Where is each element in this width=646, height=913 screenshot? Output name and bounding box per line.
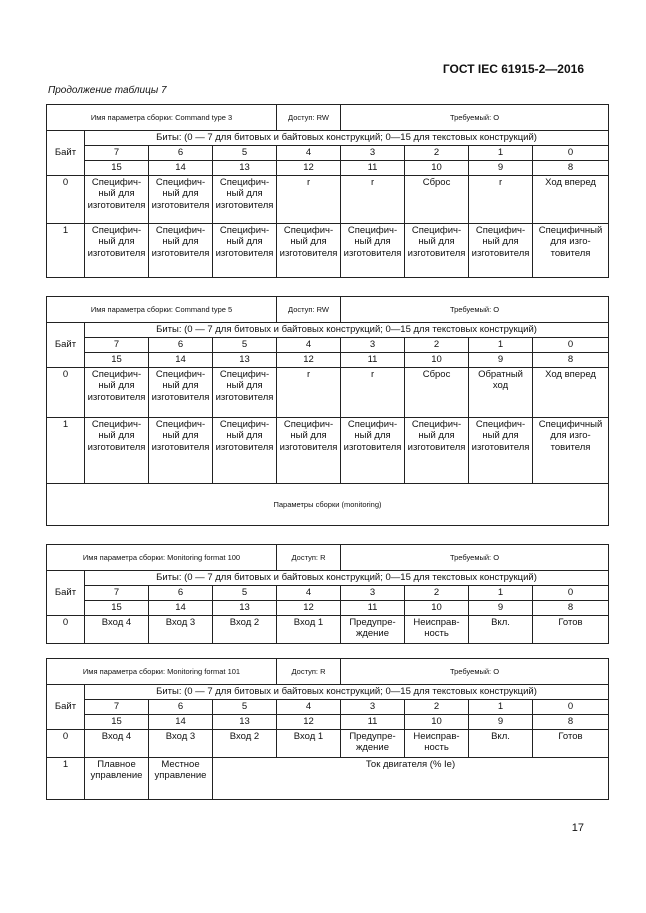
byte-index: 0 xyxy=(47,367,85,417)
bit: 8 xyxy=(533,600,609,615)
bit: 0 xyxy=(533,585,609,600)
bit: 5 xyxy=(213,699,277,714)
cell: Специфичный для изготовителя xyxy=(149,417,213,483)
byte-index: 1 xyxy=(47,417,85,483)
bit: 1 xyxy=(469,585,533,600)
param-name: Имя параметра сборки: Command type 5 xyxy=(47,297,277,323)
cell: Плавное управление xyxy=(85,757,149,799)
motor-current-cell: Ток двигателя (% Ie) xyxy=(213,757,609,799)
cell: Предупреждение xyxy=(341,615,405,643)
param-name: Имя параметра сборки: Command type 3 xyxy=(47,105,277,131)
bits-note: Биты: (0 — 7 для битовых и байтовых конструкций; 0—15 для текстовых конструкций) xyxy=(85,131,609,146)
cell: Ход вперед xyxy=(533,175,609,223)
bit: 4 xyxy=(277,699,341,714)
bit: 6 xyxy=(149,699,213,714)
cell: Вкл. xyxy=(469,729,533,757)
required: Требуемый: О xyxy=(341,659,609,685)
bit: 1 xyxy=(469,337,533,352)
bit: 11 xyxy=(341,714,405,729)
cell: r xyxy=(341,367,405,417)
bit: 2 xyxy=(405,337,469,352)
bit: 8 xyxy=(533,352,609,367)
bit: 12 xyxy=(277,160,341,175)
bit: 6 xyxy=(149,337,213,352)
bit: 0 xyxy=(533,145,609,160)
cell: Специфичный для изготовителя xyxy=(213,367,277,417)
bit: 7 xyxy=(85,585,149,600)
access: Доступ: RW xyxy=(277,297,341,323)
byte-label: Байт xyxy=(47,571,85,616)
bit: 11 xyxy=(341,160,405,175)
cell: r xyxy=(277,367,341,417)
bit: 5 xyxy=(213,145,277,160)
bit: 1 xyxy=(469,145,533,160)
bit: 14 xyxy=(149,352,213,367)
bit: 11 xyxy=(341,600,405,615)
cell: Специфичный для изготовителя xyxy=(341,417,405,483)
bit: 2 xyxy=(405,699,469,714)
cell: Вход 2 xyxy=(213,729,277,757)
byte-index: 1 xyxy=(47,757,85,799)
bit: 12 xyxy=(277,600,341,615)
cell: Специфичный для изготовителя xyxy=(341,223,405,277)
cell: Специфичный для изготовителя xyxy=(85,175,149,223)
assembly-table-command-type-3 xyxy=(46,104,609,278)
cell: Специфичный для изготовителя xyxy=(533,417,609,483)
bit: 3 xyxy=(341,699,405,714)
bit: 14 xyxy=(149,600,213,615)
bit: 7 xyxy=(85,337,149,352)
bit: 13 xyxy=(213,600,277,615)
cell: Вкл. xyxy=(469,615,533,643)
bit: 3 xyxy=(341,337,405,352)
access: Доступ: R xyxy=(277,659,341,685)
param-name: Имя параметра сборки: Monitoring format 100 xyxy=(47,545,277,571)
access: Доступ: RW xyxy=(277,105,341,131)
bit: 12 xyxy=(277,352,341,367)
required: Требуемый: О xyxy=(341,297,609,323)
bit: 14 xyxy=(149,160,213,175)
bit: 7 xyxy=(85,699,149,714)
cell: Неисправность xyxy=(405,615,469,643)
bit: 10 xyxy=(405,352,469,367)
bits-note: Биты: (0 — 7 для битовых и байтовых конструкций; 0—15 для текстовых конструкций) xyxy=(85,571,609,586)
bit: 4 xyxy=(277,145,341,160)
cell: r xyxy=(277,175,341,223)
bit: 9 xyxy=(469,600,533,615)
cell: Вход 1 xyxy=(277,615,341,643)
cell: Специфичный для изготовителя xyxy=(277,223,341,277)
cell: r xyxy=(469,175,533,223)
bit: 5 xyxy=(213,337,277,352)
bit: 13 xyxy=(213,160,277,175)
assembly-table-monitoring-101 xyxy=(46,658,609,800)
bit: 11 xyxy=(341,352,405,367)
cell: Готов xyxy=(533,729,609,757)
cell: Сброс xyxy=(405,175,469,223)
bit: 15 xyxy=(85,600,149,615)
cell: Специфичный для изготовителя xyxy=(405,417,469,483)
bits-note: Биты: (0 — 7 для битовых и байтовых конструкций; 0—15 для текстовых конструкций) xyxy=(85,685,609,700)
bit: 15 xyxy=(85,352,149,367)
cell: Вход 3 xyxy=(149,615,213,643)
byte-label: Байт xyxy=(47,685,85,730)
bit: 8 xyxy=(533,160,609,175)
bit: 13 xyxy=(213,352,277,367)
access: Доступ: R xyxy=(277,545,341,571)
bit: 6 xyxy=(149,145,213,160)
bit: 9 xyxy=(469,714,533,729)
bit: 8 xyxy=(533,714,609,729)
bit: 2 xyxy=(405,585,469,600)
bit: 10 xyxy=(405,160,469,175)
cell: Специфичный для изготовителя xyxy=(85,223,149,277)
byte-index: 0 xyxy=(47,729,85,757)
cell: Специфичный для изготовителя xyxy=(213,175,277,223)
bit: 10 xyxy=(405,600,469,615)
cell: Специфичный для изготовителя xyxy=(213,417,277,483)
cell: Вход 4 xyxy=(85,615,149,643)
table-continuation-caption: Продолжение таблицы 7 xyxy=(48,85,167,96)
bit: 12 xyxy=(277,714,341,729)
bit: 2 xyxy=(405,145,469,160)
required: Требуемый: О xyxy=(341,105,609,131)
cell: Специфичный для изготовителя xyxy=(213,223,277,277)
assembly-table-command-type-5 xyxy=(46,296,609,526)
cell: Специфичный для изготовителя xyxy=(149,175,213,223)
cell: Специфичный для изготовителя xyxy=(149,367,213,417)
byte-index: 0 xyxy=(47,615,85,643)
bit: 14 xyxy=(149,714,213,729)
bit: 10 xyxy=(405,714,469,729)
cell: Готов xyxy=(533,615,609,643)
byte-label: Байт xyxy=(47,323,85,368)
cell: Специфичный для изготовителя xyxy=(85,417,149,483)
bit: 3 xyxy=(341,585,405,600)
required: Требуемый: О xyxy=(341,545,609,571)
cell: Вход 1 xyxy=(277,729,341,757)
bits-note: Биты: (0 — 7 для битовых и байтовых конструкций; 0—15 для текстовых конструкций) xyxy=(85,323,609,338)
bit: 6 xyxy=(149,585,213,600)
cell: Вход 3 xyxy=(149,729,213,757)
bit: 9 xyxy=(469,160,533,175)
bit: 7 xyxy=(85,145,149,160)
cell: Специфичный для изготовителя xyxy=(405,223,469,277)
bit: 3 xyxy=(341,145,405,160)
cell: Вход 4 xyxy=(85,729,149,757)
param-name: Имя параметра сборки: Monitoring format 101 xyxy=(47,659,277,685)
cell: Специфичный для изготовителя xyxy=(149,223,213,277)
bit: 15 xyxy=(85,714,149,729)
cell: Обратный ход xyxy=(469,367,533,417)
document-header: ГОСТ IEC 61915-2—2016 xyxy=(442,62,584,76)
cell: Специфичный для изготовителя xyxy=(533,223,609,277)
cell: Специфичный для изготовителя xyxy=(85,367,149,417)
byte-index: 0 xyxy=(47,175,85,223)
assembly-table-monitoring-100 xyxy=(46,544,609,644)
monitoring-section-title: Параметры сборки (monitoring) xyxy=(47,483,609,525)
cell: Сброс xyxy=(405,367,469,417)
bit: 9 xyxy=(469,352,533,367)
page-number: 17 xyxy=(571,822,584,834)
bit: 13 xyxy=(213,714,277,729)
cell: Специфичный для изготовителя xyxy=(469,417,533,483)
cell: Предупреждение xyxy=(341,729,405,757)
bit: 0 xyxy=(533,337,609,352)
bit: 5 xyxy=(213,585,277,600)
bit: 15 xyxy=(85,160,149,175)
bit: 4 xyxy=(277,337,341,352)
cell: Специфичный для изготовителя xyxy=(469,223,533,277)
cell: Неисправность xyxy=(405,729,469,757)
bit: 4 xyxy=(277,585,341,600)
cell: Специфичный для изготовителя xyxy=(277,417,341,483)
cell: r xyxy=(341,175,405,223)
cell: Ход вперед xyxy=(533,367,609,417)
cell: Местное управление xyxy=(149,757,213,799)
bit: 1 xyxy=(469,699,533,714)
cell: Вход 2 xyxy=(213,615,277,643)
bit: 0 xyxy=(533,699,609,714)
byte-label: Байт xyxy=(47,131,85,176)
byte-index: 1 xyxy=(47,223,85,277)
